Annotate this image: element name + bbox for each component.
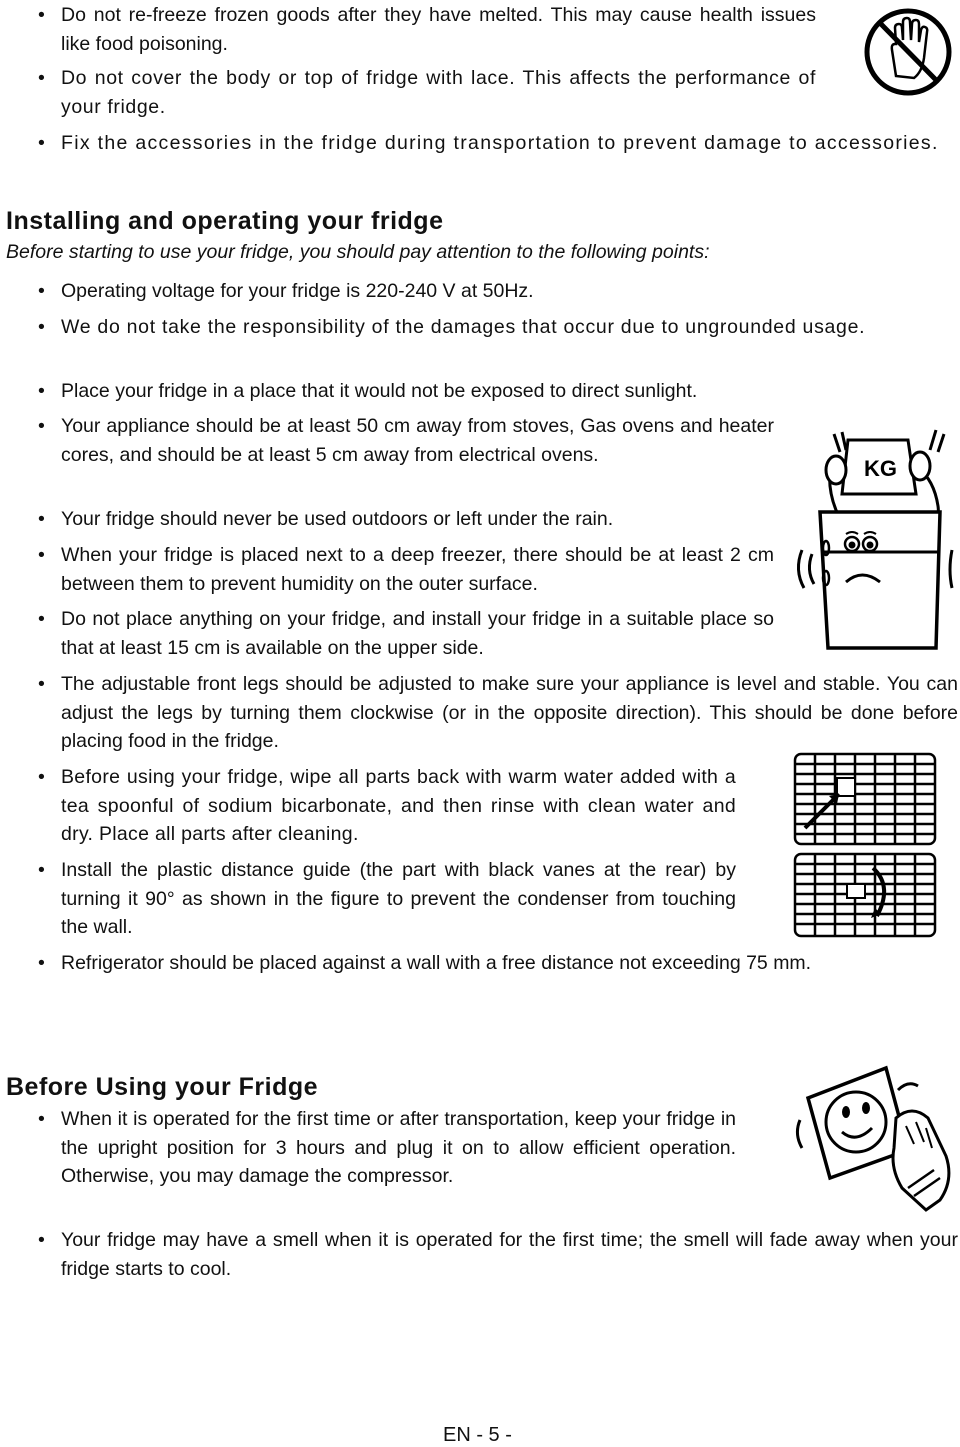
condenser-distance-guide-illustration xyxy=(755,750,955,940)
weight-label: KG xyxy=(864,456,897,481)
section-title: Installing and operating your fridge xyxy=(6,207,444,235)
page-number: EN - 5 - xyxy=(443,1424,512,1446)
section-intro: Before starting to use your fridge, you should pay attention to the following points: xyxy=(6,241,710,263)
no-hand-icon xyxy=(862,6,954,98)
sad-fridge-weight-illustration xyxy=(790,420,955,660)
smiling-plug-illustration xyxy=(790,1060,955,1215)
section-title: Before Using your Fridge xyxy=(6,1073,319,1101)
